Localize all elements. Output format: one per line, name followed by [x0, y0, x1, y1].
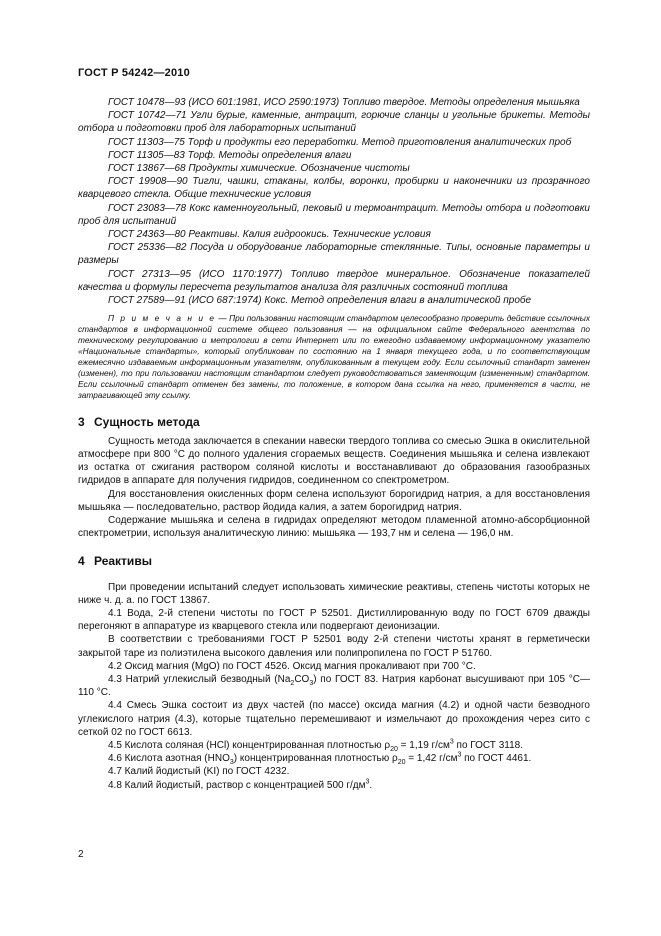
reference-item: ГОСТ 10742—71 Угли бурые, каменные, антрацит, горючие сланцы и угольные брикеты. Методы отбора и подготовки проб для лабораторных испытаний [78, 110, 590, 135]
note-text: — При пользовании настоящим стандартом целесообразно проверить действие ссылочных стандартов в информационной системе общего пользования — на официальном сайте Федерального агентства по техническому регулированию и метрологии в сети Интернет или по ежегодно издаваемому информационному указателю «Национальные стандарты», который опубликован по состоянию на 1 января текущего года, и по соответствующим ежемесячно издаваемым информационным указателям, опубликованным в текущем году. Если ссылочный стандарт заменен (изменен), то при пользовании настоящим стандартом следует руководствоваться заменяющим (измененным) стандартом. Если ссылочный стандарт отменен без замены, то положение, в котором дана ссылка на него, применяется в части, не затрагивающей эту ссылку. [78, 313, 590, 400]
note-label: П р и м е ч а н и е [108, 313, 216, 324]
subscript: 3 [229, 759, 234, 767]
section-title: Сущность метода [94, 414, 200, 429]
clause-text: 4.5 Кислота соляная (HCl) концентрированная плотностью ρ [108, 739, 391, 751]
paragraph: В соответствии с требованиями ГОСТ Р 52501 воду 2-й степени чистоты хранят в герметически закрытой таре из полиэтилена высокого давления или полипропилена по ГОСТ Р 51760. [78, 634, 590, 659]
clause-text: ) концентрированная плотностью ρ [233, 753, 398, 765]
subscript: 2 [290, 679, 295, 687]
clause-4-5 [78, 739, 590, 752]
clause-4-2: 4.2 Оксид магния (MgO) по ГОСТ 4526. Оксид магния прокаливают при 700 °С. [108, 660, 476, 672]
reference-item: ГОСТ 10478—93 (ИСО 601:1981, ИСО 2590:1973) Топливо твердое. Методы определения мышьяка [108, 97, 580, 108]
clause-text: 4.8 Калий йодистый, раствор с концентрацией 500 г/дм [108, 779, 366, 791]
normative-references [78, 96, 590, 307]
subscript: 3 [309, 679, 314, 687]
clause-4-8 [78, 779, 590, 792]
reference-item: ГОСТ 27313—95 (ИСО 1170:1977) Топливо твердое минеральное. Обозначение показателей качества и формулы пересчета результатов анализа для различных состояний топлива [78, 268, 590, 293]
reference-item: ГОСТ 25336—82 Посуда и оборудование лабораторные стеклянные. Типы, основные параметры и размеры [78, 242, 590, 267]
clause-text: = 1,42 г/см [405, 753, 458, 765]
clause-text: . [369, 779, 373, 791]
clause-4-4: 4.4 Смесь Эшка состоит из двух частей (по массе) оксида магния (4.2) и одной части безводного углекислого натрия (4.3), которые тщательно перемешивают и измельчают до прохождения через сито с сеткой 02 по ГОСТ 6613. [78, 700, 590, 738]
superscript: 3 [449, 738, 454, 746]
reference-item: ГОСТ 19908—90 Тигли, чашки, стаканы, колбы, воронки, пробирки и наконечники из прозрачного кварцевого стекла. Общие технические условия [78, 176, 590, 201]
reference-note [78, 313, 590, 400]
reference-item: ГОСТ 24363—80 Реактивы. Калия гидроокись. Технические условия [108, 229, 431, 241]
section-number: 3 [78, 414, 85, 429]
clause-text: по ГОСТ 3118. [453, 739, 523, 751]
clause-4-3 [78, 673, 590, 699]
page-content [78, 96, 590, 792]
reference-item: ГОСТ 11303—75 Торф и продукты его переработки. Метод приготовления аналитических проб [108, 136, 572, 148]
paragraph: Сущность метода заключается в спекании навески твердого топлива со смесью Эшка в окислительной атмосфере при 800 °С до полного удаления сгораемых веществ. Соединения мышьяка и селена извлекают из остатка от сжигания раствором соляной кислоты и восстанавливают до образования газообразных гидридов в аппарате для получения гидридов, соединенном со спектрометром. [78, 435, 590, 487]
section-number: 4 [78, 554, 85, 569]
clause-text: 4.6 Кислота азотная (HNO [108, 753, 230, 765]
reference-item: ГОСТ 11305—83 Торф. Методы определения влаги [108, 149, 352, 161]
section-3-heading [78, 416, 590, 429]
paragraph: Для восстановления окисленных форм селена используют борогидрид натрия, а для восстановления мышьяка — последовательно, раствор йодида калия, а затем борогидрид натрия. [78, 488, 590, 513]
clause-text: ) по ГОСТ 83. Натрия карбонат высушивают при 105 °С—110 °С. [78, 673, 590, 699]
section-4-heading [78, 555, 590, 568]
reference-item: ГОСТ 27589—91 (ИСО 687:1974) Кокс. Метод определения влаги в аналитической пробе [108, 295, 532, 307]
document-header: ГОСТ Р 54242—2010 [78, 67, 190, 79]
clause-text: по ГОСТ 4461. [461, 753, 532, 765]
page-number: 2 [78, 849, 84, 860]
reference-item: ГОСТ 13867—68 Продукты химические. Обозначение чистоты [108, 163, 410, 175]
clause-4-1: 4.1 Вода, 2-й степени чистоты по ГОСТ Р 52501. Дистиллированную воду по ГОСТ 6709 дважды перегоняют в аппаратуре из кварцевого стекла или подвергают деионизации. [78, 607, 590, 633]
paragraph: Содержание мышьяка и селена в гидридах определяют методом пламенной атомно-абсорбционной спектрометрии, используя аналитическую линию: мышьяка — 193,7 нм и селена — 196,0 нм. [78, 514, 590, 540]
clause-4-6 [78, 752, 590, 765]
clause-text: = 1,19 г/см [397, 739, 450, 751]
superscript: 3 [457, 751, 462, 759]
clause-4-7: 4.7 Калий йодистый (KI) по ГОСТ 4232. [108, 766, 290, 778]
subscript: 20 [397, 759, 406, 767]
section-title: Реактивы [94, 554, 152, 569]
reference-item: ГОСТ 23083—78 Кокс каменноугольный, пековый и термоантрацит. Методы отбора и подготовки проб для испытаний [78, 202, 590, 227]
clause-text: 4.3 Натрий углекислый безводный (Na [108, 673, 291, 685]
subscript: 20 [390, 745, 398, 753]
paragraph: При проведении испытаний следует использовать химические реактивы, степень чистоты которых не ниже ч. д. а. по ГОСТ 13867. [78, 581, 590, 606]
superscript: 3 [365, 778, 370, 786]
clause-text: CO [294, 673, 310, 685]
